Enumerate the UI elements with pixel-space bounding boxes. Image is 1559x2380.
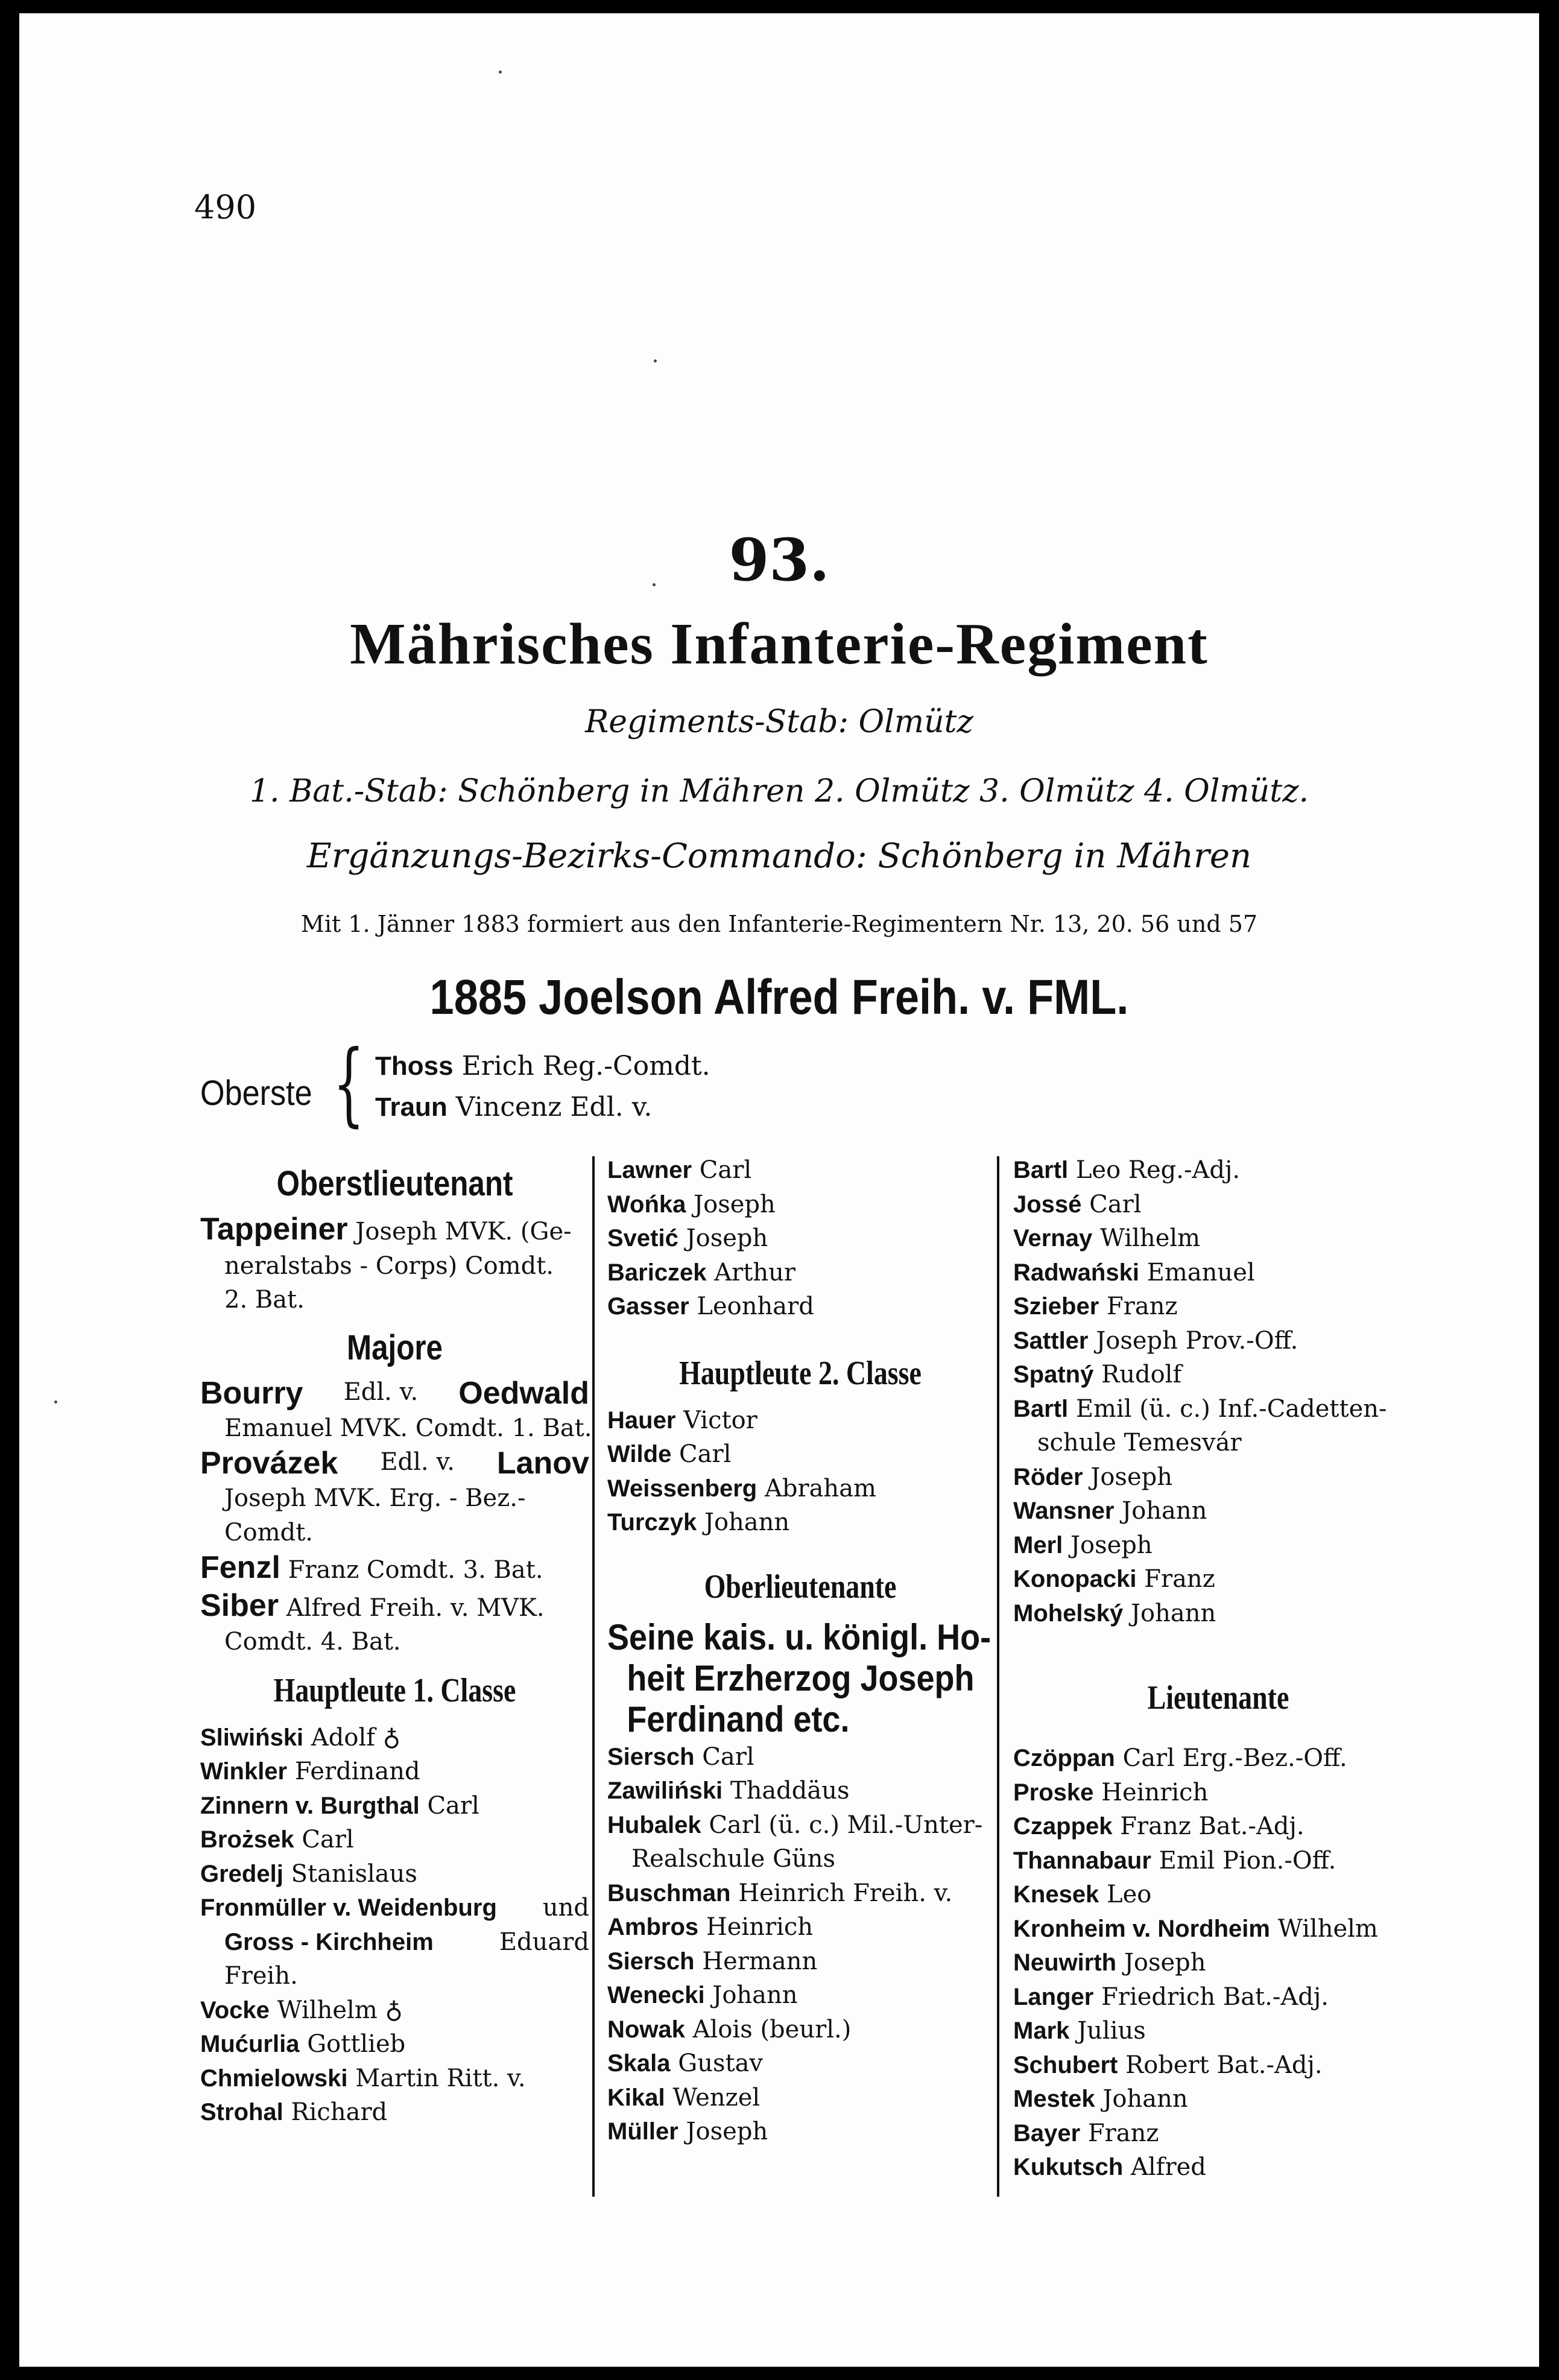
list-item: Radwański Emanuel bbox=[1013, 1258, 1255, 1287]
list-item: Merl Joseph bbox=[1013, 1531, 1153, 1559]
list-item: Mestek Johann bbox=[1013, 2085, 1188, 2113]
list-item: Vocke Wilhelm ♁ bbox=[200, 1996, 403, 2024]
list-item: Weissenberg Abraham bbox=[607, 1474, 876, 1502]
list-item: Mark Julius bbox=[1013, 2017, 1146, 2045]
list-item: Gasser Leonhard bbox=[607, 1293, 814, 1320]
column-right bbox=[1013, 1153, 1423, 2185]
regiment-number: 93. bbox=[729, 526, 830, 594]
list-item: Langer Friedrich Bat.-Adj. bbox=[1013, 1983, 1329, 2011]
archduke-l1: Seine kais. u. königl. Ho- bbox=[607, 1616, 991, 1657]
regiments-stab: Regiments-Stab: Olmütz bbox=[585, 704, 973, 740]
list-item: Bayer Franz bbox=[1013, 2119, 1159, 2147]
list-item: Mohelský Johann bbox=[1013, 1599, 1216, 1627]
archduke-l2: heit Erzherzog Joseph bbox=[627, 1657, 975, 1698]
list-item-cont: neralstabs - Corps) Comdt. bbox=[224, 1252, 554, 1280]
section-heading: Oberstlieutenant bbox=[276, 1164, 513, 1203]
list-item-cont: Freih. bbox=[224, 1962, 298, 1990]
list-item: Strohal Richard bbox=[200, 2098, 388, 2126]
regiment-title: Mährisches Infanterie-Regiment bbox=[350, 612, 1209, 677]
list-item: Fronmüller v. Weidenburg und bbox=[200, 1894, 589, 1922]
list-item: Röder Joseph bbox=[1013, 1463, 1172, 1491]
page-number: 490 bbox=[194, 188, 257, 226]
list-item-cont: Joseph MVK. Erg. - Bez.- bbox=[224, 1484, 526, 1512]
list-item: Czappek Franz Bat.-Adj. bbox=[1013, 1812, 1304, 1840]
list-item: Nowak Alois (beurl.) bbox=[607, 2015, 852, 2043]
speck bbox=[654, 359, 657, 362]
list-item: Konopacki Franz bbox=[1013, 1565, 1215, 1593]
list-item: Ambros Heinrich bbox=[607, 1913, 814, 1941]
list-item: Müller Joseph bbox=[607, 2118, 768, 2145]
list-item: Siber Alfred Freih. v. MVK. bbox=[200, 1587, 545, 1623]
column-left bbox=[200, 1153, 592, 2130]
list-item: Neuwirth Joseph bbox=[1013, 1949, 1206, 1976]
list-item: Kikal Wenzel bbox=[607, 2083, 761, 2112]
list-item: Wońka Joseph bbox=[607, 1190, 776, 1218]
list-item: Proske Heinrich bbox=[1013, 1778, 1209, 1806]
list-item: Sliwiński Adolf ♁ bbox=[200, 1723, 401, 1752]
list-item: Knesek Leo bbox=[1013, 1881, 1152, 1908]
list-item: Provázek Edl. v. Lanov bbox=[200, 1446, 589, 1481]
list-item: Buschman Heinrich Freih. v. bbox=[607, 1879, 953, 1907]
formation-note: Mit 1. Jänner 1883 formiert aus den Infanterie-Regimentern Nr. 13, 20. 56 und 57 bbox=[300, 911, 1258, 937]
list-item: Szieber Franz bbox=[1013, 1293, 1178, 1320]
speck bbox=[54, 1400, 57, 1404]
list-item: Wenecki Johann bbox=[607, 1981, 798, 2009]
list-item: Gredelj Stanislaus bbox=[200, 1859, 417, 1888]
list-item: Bariczek Arthur bbox=[607, 1258, 796, 1287]
list-item: Kronheim v. Nordheim Wilhelm bbox=[1013, 1914, 1378, 1943]
list-item: Vernay Wilhelm bbox=[1013, 1224, 1201, 1252]
list-item: Skala Gustav bbox=[607, 2049, 764, 2077]
brace-glyph: { bbox=[333, 1031, 365, 1136]
list-item: Zinnern v. Burgthal Carl bbox=[200, 1791, 479, 1820]
list-item: Hauer Victor bbox=[607, 1406, 757, 1434]
list-item: Svetić Joseph bbox=[607, 1224, 768, 1252]
list-item: Hubalek Carl (ü. c.) Mil.-Unter- bbox=[607, 1811, 983, 1839]
list-item: Wilde Carl bbox=[607, 1440, 732, 1468]
list-item: Wansner Johann bbox=[1013, 1497, 1207, 1525]
list-item: Bartl Leo Reg.-Adj. bbox=[1013, 1156, 1241, 1184]
list-item: Zawiliński Thaddäus bbox=[607, 1777, 850, 1805]
section-heading: Hauptleute 1. Classe bbox=[273, 1671, 516, 1709]
list-item: Fenzl Franz Comdt. 3. Bat. bbox=[200, 1550, 543, 1585]
column-middle bbox=[607, 1153, 993, 2149]
list-item-cont: Realschule Güns bbox=[631, 1845, 836, 1873]
list-item: Mućurlia Gottlieb bbox=[200, 2030, 406, 2058]
section-heading: Majore bbox=[347, 1328, 443, 1367]
section-heading: Hauptleute 2. Classe bbox=[679, 1354, 922, 1392]
oberst-entry: Traun Vincenz Edl. v. bbox=[375, 1092, 653, 1122]
oberste-label: Oberste bbox=[200, 1074, 312, 1113]
section-heading: Oberlieutenante bbox=[704, 1568, 897, 1606]
list-item: Schubert Robert Bat.-Adj. bbox=[1013, 2051, 1323, 2079]
list-item: Thannabaur Emil Pion.-Off. bbox=[1013, 1846, 1336, 1875]
column-rule bbox=[997, 1156, 999, 2197]
list-item-cont: Emanuel MVK. Comdt. 1. Bat. bbox=[224, 1414, 592, 1442]
list-item: Turczyk Johann bbox=[607, 1508, 790, 1536]
list-item: Siersch Carl bbox=[607, 1742, 754, 1771]
list-item: Tappeiner Joseph MVK. (Ge- bbox=[200, 1212, 572, 1247]
oberst-entry: Thoss Erich Reg.-Comdt. bbox=[375, 1051, 710, 1081]
list-item: Bartl Emil (ü. c.) Inf.-Cadetten- bbox=[1013, 1394, 1387, 1423]
list-item: Czöppan Carl Erg.-Bez.-Off. bbox=[1013, 1744, 1347, 1772]
column-rule bbox=[592, 1156, 595, 2197]
list-item: Kukutsch Alfred bbox=[1013, 2153, 1206, 2181]
list-item-cont: Comdt. 4. Bat. bbox=[224, 1628, 401, 1656]
speck bbox=[499, 71, 502, 74]
bataillon-stab: 1. Bat.-Stab: Schönberg in Mähren 2. Olmütz 3. Olmütz 4. Olmütz. bbox=[249, 773, 1309, 809]
regiment-inhaber: 1885 Joelson Alfred Freih. v. FML. bbox=[429, 970, 1129, 1025]
archduke-l3: Ferdinand etc. bbox=[627, 1698, 850, 1739]
list-item: Brożsek Carl bbox=[200, 1826, 354, 1853]
section-heading: Lieutenante bbox=[1147, 1679, 1289, 1717]
list-item-cont: Comdt. bbox=[224, 1518, 314, 1546]
list-item: Siersch Hermann bbox=[607, 1947, 818, 1975]
list-item-cont: schule Temesvár bbox=[1037, 1429, 1242, 1457]
list-item: Chmielowski Martin Ritt. v. bbox=[200, 2064, 526, 2092]
list-item: Spatný Rudolf bbox=[1013, 1361, 1182, 1388]
list-item-cont: Gross - Kirchheim Eduard bbox=[224, 1928, 589, 1956]
list-item: Sattler Joseph Prov.-Off. bbox=[1013, 1326, 1298, 1355]
list-item: Winkler Ferdinand bbox=[200, 1758, 420, 1785]
list-item: Jossé Carl bbox=[1013, 1190, 1142, 1218]
book-page bbox=[19, 13, 1539, 2367]
ergaenzungs-commando: Ergänzungs-Bezirks-Commando: Schönberg in Mähren bbox=[306, 837, 1252, 876]
list-item-cont: 2. Bat. bbox=[224, 1286, 305, 1314]
list-item: Lawner Carl bbox=[607, 1156, 752, 1184]
list-item: Bourry Edl. v. Oedwald bbox=[200, 1375, 589, 1411]
